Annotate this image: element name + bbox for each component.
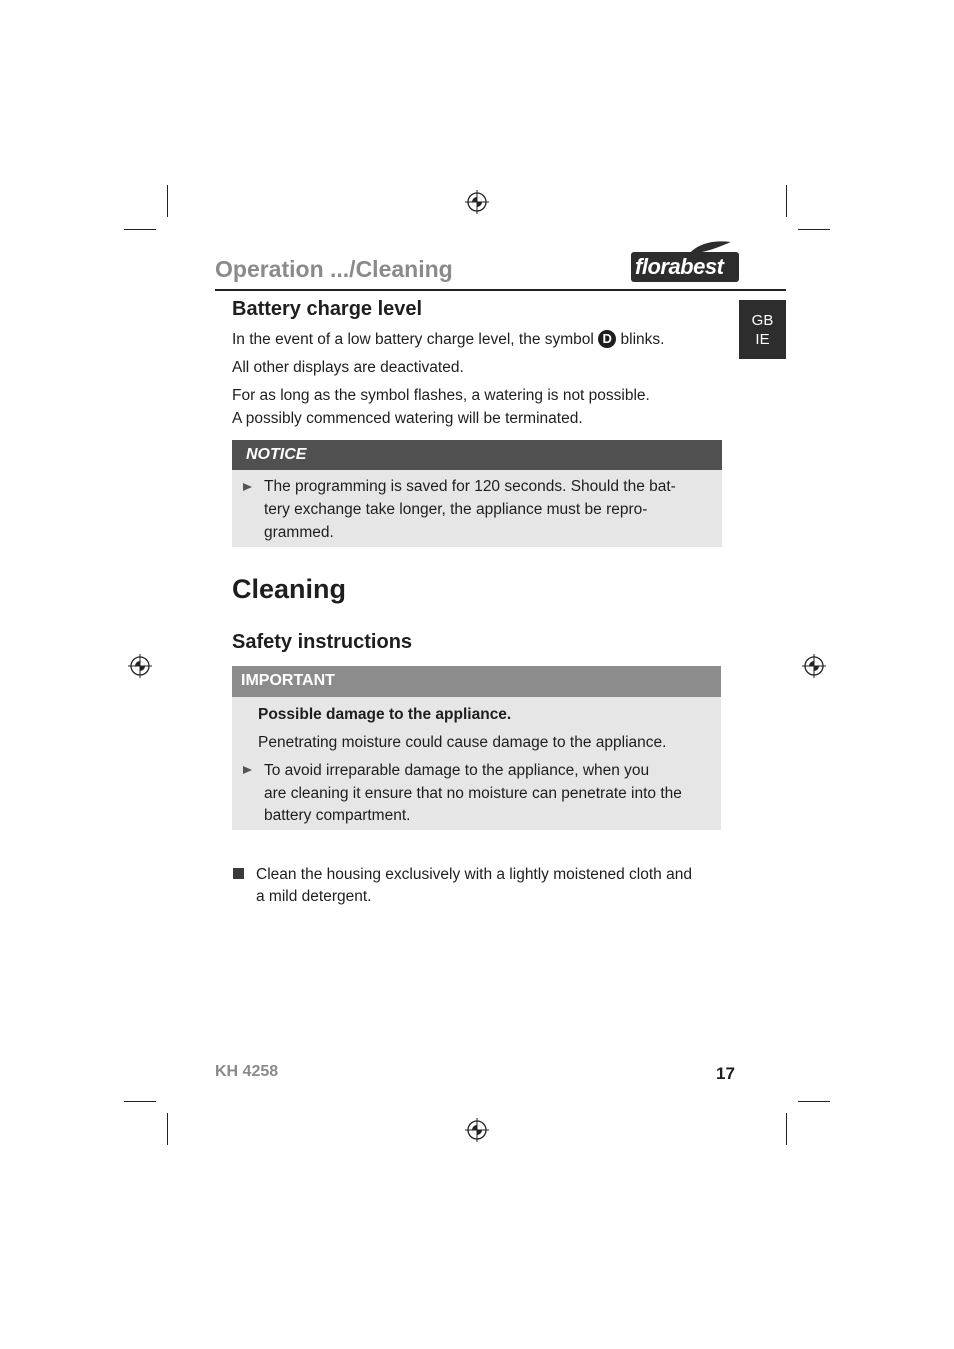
battery-text-after-symbol: blinks. <box>620 331 665 348</box>
important-label: IMPORTANT <box>241 672 335 689</box>
important-bullet-line-1: To avoid irreparable damage to the appliance, when you <box>264 762 650 779</box>
notice-header <box>232 440 722 470</box>
important-box <box>232 666 721 830</box>
battery-heading: Battery charge level <box>232 298 423 320</box>
model-number: KH 4258 <box>215 1063 279 1080</box>
important-bullet-line-3: battery compartment. <box>264 807 411 824</box>
instruction-line-2: a mild detergent. <box>256 888 372 905</box>
bullet-arrow-icon <box>243 766 252 774</box>
registration-mark-icon <box>802 654 826 678</box>
notice-box <box>232 440 722 547</box>
safety-heading: Safety instructions <box>232 631 413 653</box>
page-number: 17 <box>716 1064 735 1083</box>
language-code-gb: GB <box>751 312 774 329</box>
brand-logo <box>631 246 739 282</box>
page-title: Operation .../Cleaning <box>215 256 453 282</box>
important-text: Penetrating moisture could cause damage to the appliance. <box>258 734 667 751</box>
crop-mark <box>124 229 156 230</box>
crop-mark <box>786 185 787 217</box>
important-bullet-line-2: are cleaning it ensure that no moisture can penetrate into the <box>264 785 682 802</box>
battery-paragraph-1 <box>232 328 664 351</box>
crop-mark <box>124 1101 156 1102</box>
notice-label: NOTICE <box>246 446 307 463</box>
notice-line-2: tery exchange take longer, the appliance must be repro- <box>264 501 648 518</box>
bullet-arrow-icon <box>243 483 252 491</box>
crop-mark <box>167 1113 168 1145</box>
instruction-line-1: Clean the housing exclusively with a lightly moistened cloth and <box>256 866 692 883</box>
battery-paragraph-3-line-1: For as long as the symbol flashes, a watering is not possible. <box>232 387 650 404</box>
important-header <box>232 666 721 697</box>
registration-mark-icon <box>465 190 489 214</box>
battery-text-before-symbol: In the event of a low battery charge level, the symbol <box>232 331 594 348</box>
crop-mark <box>798 229 830 230</box>
logo-text: florabest <box>635 254 724 279</box>
crop-mark <box>798 1101 830 1102</box>
crop-mark <box>167 185 168 217</box>
battery-symbol-icon: D <box>598 330 616 348</box>
notice-line-1: The programming is saved for 120 seconds. Should the bat- <box>264 478 676 495</box>
cleaning-heading: Cleaning <box>232 574 347 604</box>
registration-mark-icon <box>465 1118 489 1142</box>
notice-line-3: grammed. <box>264 524 334 541</box>
important-title: Possible damage to the appliance. <box>258 706 512 723</box>
language-code-ie: IE <box>755 331 770 348</box>
header-divider <box>215 289 786 291</box>
crop-mark <box>786 1113 787 1145</box>
battery-paragraph-2: All other displays are deactivated. <box>232 359 464 376</box>
registration-mark-icon <box>128 654 152 678</box>
square-bullet-icon <box>233 868 244 879</box>
language-tab <box>739 300 786 359</box>
battery-paragraph-3-line-2: A possibly commenced watering will be terminated. <box>232 410 583 427</box>
